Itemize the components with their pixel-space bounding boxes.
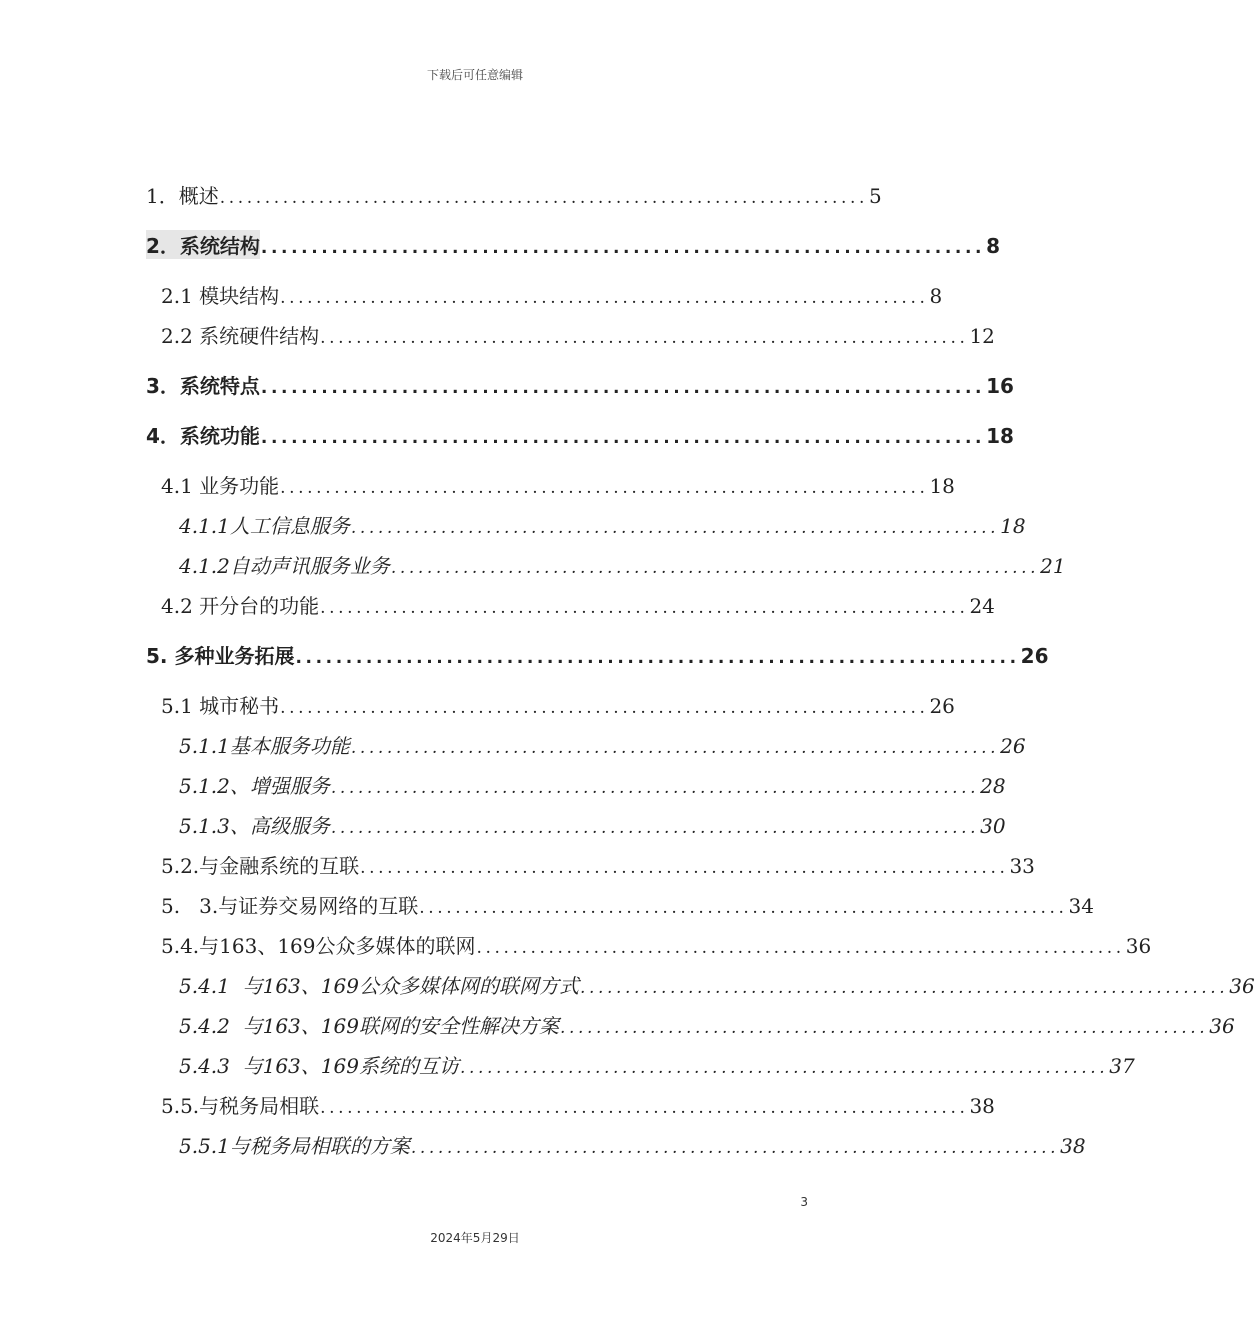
toc-entry-page: 24 bbox=[969, 594, 995, 618]
toc-leader-dots: ........................................................................ bbox=[320, 328, 969, 348]
toc-entry-title: 4.1 业务功能 bbox=[161, 474, 280, 498]
toc-leader-dots: ........................................................................ bbox=[280, 698, 929, 718]
toc-entry[interactable] bbox=[146, 640, 1049, 669]
toc-entry-title: 4．系统功能 bbox=[146, 424, 260, 448]
toc-leader-dots: ........................................................................ bbox=[260, 238, 986, 258]
toc-entry-page: 26 bbox=[1000, 734, 1026, 758]
toc-entry-title: 5.1.2、增强服务 bbox=[179, 774, 330, 798]
toc-entry-title: 5.2.与金融系统的互联 bbox=[161, 854, 360, 878]
toc-entry-title: 5.5.1与税务局相联的方案 bbox=[179, 1134, 410, 1158]
page-footer-date: 2024年5月29日 bbox=[430, 1231, 520, 1245]
toc-leader-dots: ........................................................................ bbox=[360, 858, 1009, 878]
toc-entry-title: 5.1.3、高级服务 bbox=[179, 814, 330, 838]
toc-leader-dots: ........................................................................ bbox=[419, 898, 1068, 918]
toc-entry-page: 36 bbox=[1209, 1014, 1235, 1038]
toc-leader-dots: ........................................................................ bbox=[260, 428, 986, 448]
toc-entry-page: 26 bbox=[929, 694, 955, 718]
toc-entry-title: 5. 多种业务拓展 bbox=[146, 644, 295, 668]
toc-entry[interactable] bbox=[161, 470, 955, 499]
toc-entry-title: 4.2 开分台的功能 bbox=[161, 594, 320, 618]
toc-entry-page: 28 bbox=[980, 774, 1006, 798]
toc-entry[interactable] bbox=[179, 1010, 1235, 1039]
toc-entry[interactable] bbox=[161, 890, 1094, 919]
toc-entry-title: 5.1 城市秘书 bbox=[161, 694, 280, 718]
toc-entry[interactable] bbox=[179, 970, 1255, 999]
toc-entry[interactable] bbox=[161, 850, 1035, 879]
toc-leader-dots: ........................................................................ bbox=[476, 938, 1125, 958]
toc-leader-dots: ........................................................................ bbox=[410, 1138, 1060, 1158]
toc-entry[interactable] bbox=[179, 770, 1006, 799]
toc-entry[interactable] bbox=[146, 230, 1001, 259]
toc-entry-page: 18 bbox=[986, 424, 1014, 448]
toc-entry-page: 18 bbox=[929, 474, 955, 498]
toc-entry-page: 36 bbox=[1125, 934, 1152, 958]
toc-entry-title: 2.1 模块结构 bbox=[161, 284, 280, 308]
toc-leader-dots: ........................................................................ bbox=[280, 478, 929, 498]
toc-entry-page: 12 bbox=[969, 324, 995, 348]
toc-entry[interactable] bbox=[161, 590, 995, 619]
toc-leader-dots: ........................................................................ bbox=[295, 648, 1020, 668]
toc-entry[interactable] bbox=[146, 180, 882, 209]
toc-entry-page: 30 bbox=[980, 814, 1006, 838]
toc-entry[interactable] bbox=[179, 550, 1066, 579]
toc-entry[interactable] bbox=[161, 320, 995, 349]
toc-entry[interactable] bbox=[179, 1130, 1086, 1159]
toc-entry-page: 26 bbox=[1020, 644, 1049, 668]
toc-entry[interactable] bbox=[161, 1090, 995, 1119]
toc-entry[interactable] bbox=[161, 690, 955, 719]
toc-entry[interactable] bbox=[179, 730, 1026, 759]
toc-entry-page: 16 bbox=[986, 374, 1014, 398]
toc-leader-dots: ........................................................................ bbox=[390, 558, 1040, 578]
toc-entry[interactable] bbox=[161, 930, 1152, 959]
toc-leader-dots: ........................................................................ bbox=[350, 518, 1000, 538]
toc-entry-page: 38 bbox=[1060, 1134, 1086, 1158]
toc-entry[interactable] bbox=[179, 810, 1006, 839]
toc-entry-title: 5.5.与税务局相联 bbox=[161, 1094, 320, 1118]
toc-entry-title: 4.1.2自动声讯服务业务 bbox=[179, 554, 390, 578]
toc-leader-dots: ........................................................................ bbox=[330, 818, 980, 838]
page-header: 下载后可任意编辑 bbox=[426, 68, 523, 82]
toc-entry-title: 2.2 系统硬件结构 bbox=[161, 324, 320, 348]
toc-entry-title: 4.1.1人工信息服务 bbox=[179, 514, 350, 538]
toc-entry-title: 2．系统结构 bbox=[146, 230, 260, 259]
toc-entry-title: 5.4.2 与163、169联网的安全性解决方案 bbox=[179, 1014, 559, 1038]
toc-entry[interactable] bbox=[179, 1050, 1135, 1079]
toc-entry-title: 3．系统特点 bbox=[146, 374, 260, 398]
toc-leader-dots: ........................................................................ bbox=[330, 778, 980, 798]
toc-entry[interactable] bbox=[146, 370, 1014, 399]
page-number: 3 bbox=[800, 1195, 808, 1209]
toc-entry-page: 38 bbox=[969, 1094, 995, 1118]
toc-entry-title: 5.1.1基本服务功能 bbox=[179, 734, 350, 758]
toc-entry-page: 36 bbox=[1229, 974, 1255, 998]
toc-entry-page: 33 bbox=[1009, 854, 1035, 878]
toc-entry-title: 5.4.与163、169公众多媒体的联网 bbox=[161, 934, 476, 958]
toc-leader-dots: ........................................................................ bbox=[280, 288, 929, 308]
toc-entry-page: 21 bbox=[1040, 554, 1066, 578]
toc-entry-page: 34 bbox=[1068, 894, 1094, 918]
toc-entry-title: 5.4.3 与163、169系统的互访 bbox=[179, 1054, 459, 1078]
toc-leader-dots: ........................................................................ bbox=[459, 1058, 1109, 1078]
toc-leader-dots: ........................................................................ bbox=[320, 1098, 969, 1118]
toc-leader-dots: ........................................................................ bbox=[320, 598, 969, 618]
toc-entry-title: 1．概述 bbox=[146, 184, 219, 208]
toc-entry[interactable] bbox=[146, 420, 1014, 449]
toc-entry[interactable] bbox=[161, 280, 943, 309]
toc-entry[interactable] bbox=[179, 510, 1026, 539]
toc-entry-title: 5.4.1 与163、169公众多媒体网的联网方式 bbox=[179, 974, 579, 998]
toc-leader-dots: ........................................................................ bbox=[219, 188, 869, 208]
toc-leader-dots: ........................................................................ bbox=[559, 1018, 1209, 1038]
toc-entry-page: 5 bbox=[869, 184, 882, 208]
toc-entry-page: 18 bbox=[1000, 514, 1026, 538]
toc-leader-dots: ........................................................................ bbox=[579, 978, 1229, 998]
toc-leader-dots: ........................................................................ bbox=[260, 378, 986, 398]
toc-leader-dots: ........................................................................ bbox=[350, 738, 1000, 758]
toc-entry-page: 37 bbox=[1109, 1054, 1135, 1078]
toc-entry-page: 8 bbox=[986, 234, 1001, 258]
toc-entry-title: 5. 3.与证券交易网络的互联 bbox=[161, 894, 419, 918]
toc-entry-page: 8 bbox=[929, 284, 943, 308]
